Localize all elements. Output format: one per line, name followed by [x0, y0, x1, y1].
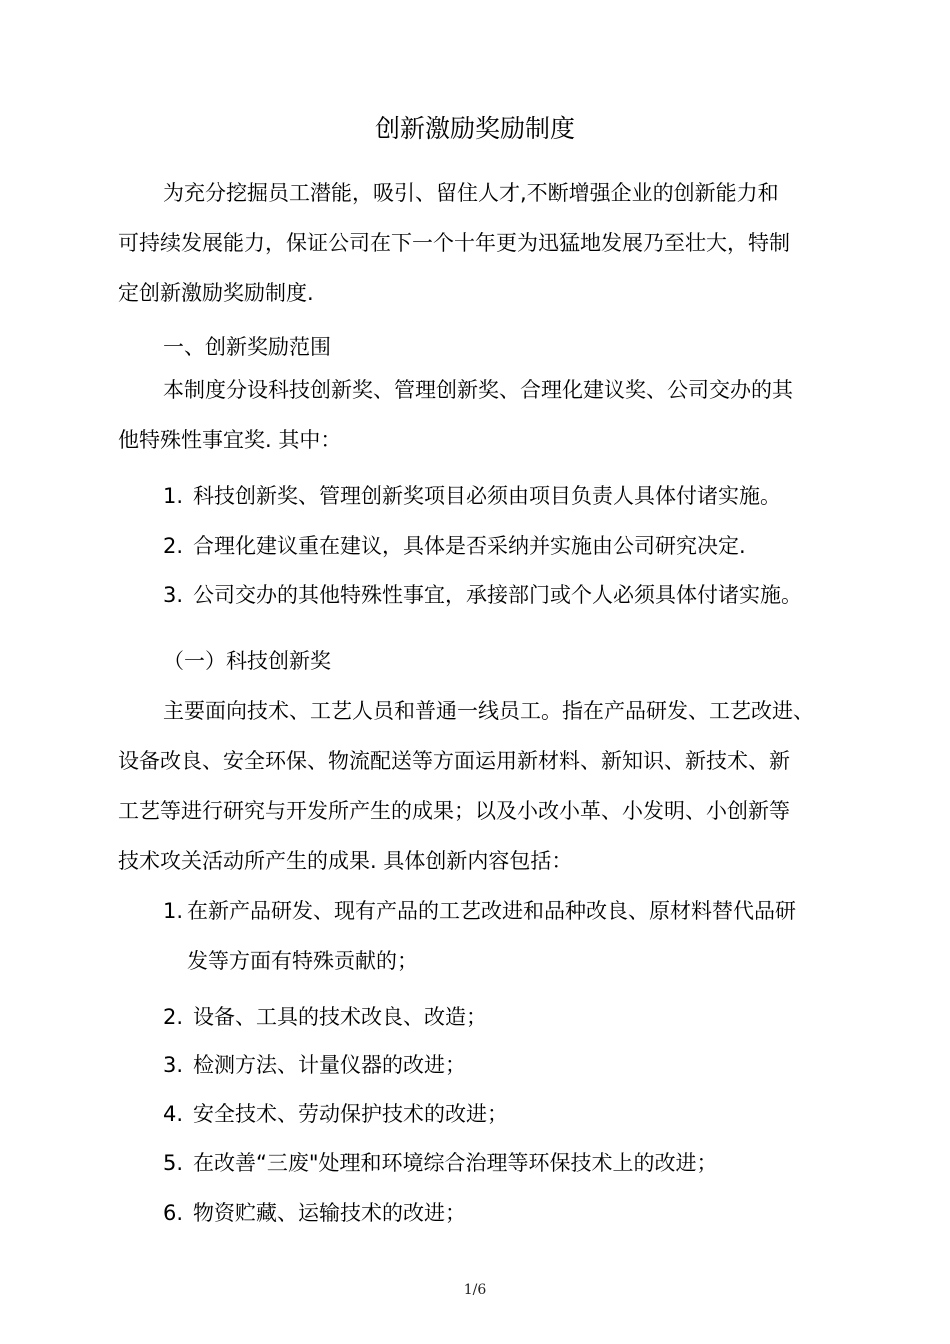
list-number: 1.	[163, 899, 184, 923]
list-number: 4.	[163, 1102, 184, 1126]
intro-line: 为充分挖掘员工潜能，吸引、留住人才,不断增强企业的创新能力和	[163, 181, 779, 205]
list-item: 在新产品研发、现有产品的工艺改进和品种改良、原材料替代品研	[187, 899, 796, 923]
subsection-body-line: 工艺等进行研究与开发所产生的成果；以及小改小革、小发明、小创新等	[118, 799, 790, 823]
subsection-body-line: 设备改良、安全环保、物流配送等方面运用新材料、新知识、新技术、新	[118, 749, 790, 773]
page-number: 1/6	[463, 1282, 487, 1298]
subsection-body-line: 主要面向技术、工艺人员和普通一线员工。指在产品研发、工艺改进、	[163, 699, 814, 723]
list-number: 2.	[163, 1005, 184, 1029]
section-body-line: 本制度分设科技创新奖、管理创新奖、合理化建议奖、公司交办的其	[163, 378, 793, 402]
section-body-line: 他特殊性事宜奖. 其中：	[118, 428, 342, 452]
intro-line: 定创新激励奖励制度.	[118, 281, 314, 305]
section-heading: 一、创新奖励范围	[163, 335, 331, 359]
list-item-continuation: 发等方面有特殊贡献的；	[187, 949, 418, 973]
list-number: 3.	[163, 583, 184, 607]
list-item: 在改善“三废"处理和环境综合治理等环保技术上的改进；	[193, 1151, 718, 1175]
list-number: 3.	[163, 1053, 184, 1077]
list-number: 5.	[163, 1151, 184, 1175]
intro-line: 可持续发展能力，保证公司在下一个十年更为迅猛地发展乃至壮大，特制	[118, 231, 790, 255]
list-item: 设备、工具的技术改良、改造；	[193, 1005, 487, 1029]
list-item: 物资贮藏、运输技术的改进；	[193, 1201, 466, 1225]
list-number: 2.	[163, 534, 184, 558]
subsection-heading: （一）科技创新奖	[163, 649, 331, 673]
list-number: 6.	[163, 1201, 184, 1225]
list-item: 合理化建议重在建议，具体是否采纳并实施由公司研究决定.	[193, 534, 746, 558]
subsection-body-line: 技术攻关活动所产生的成果. 具体创新内容包括：	[118, 849, 573, 873]
list-item: 公司交办的其他特殊性事宜，承接部门或个人必须具体付诸实施。	[193, 583, 802, 607]
list-number: 1.	[163, 484, 184, 508]
list-item: 安全技术、劳动保护技术的改进；	[193, 1102, 508, 1126]
list-item: 科技创新奖、管理创新奖项目必须由项目负责人具体付诸实施。	[193, 484, 781, 508]
list-item: 检测方法、计量仪器的改进；	[193, 1053, 466, 1077]
document-title: 创新激励奖励制度	[374, 114, 575, 143]
